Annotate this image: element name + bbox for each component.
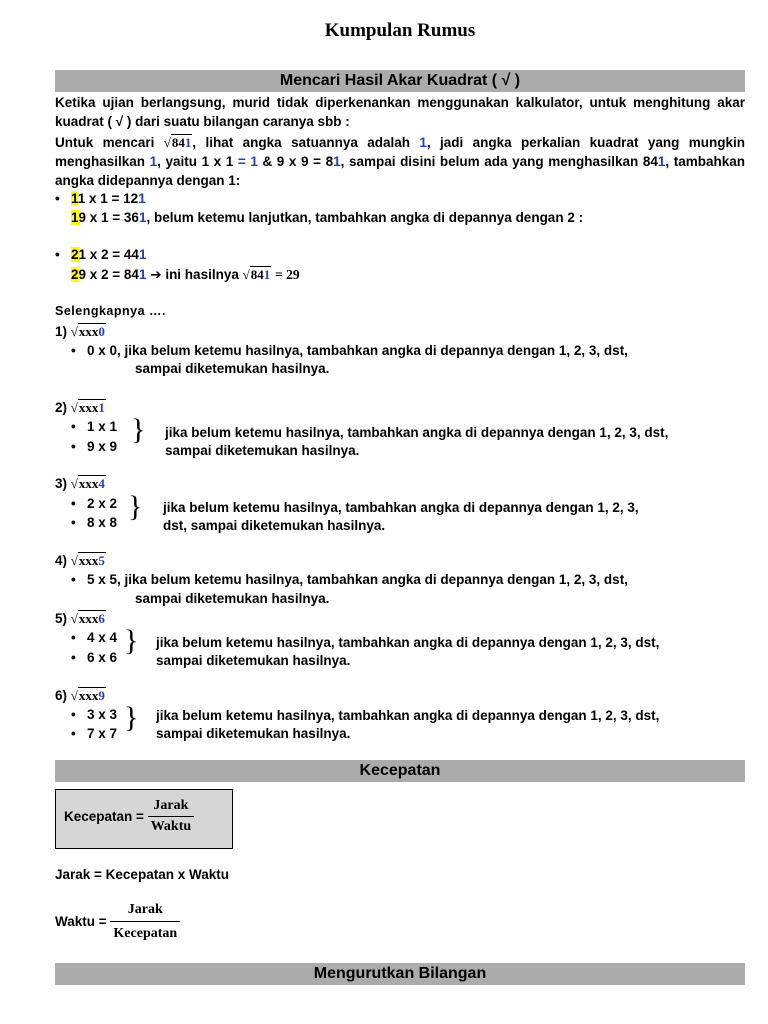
item-2-text-1: jika belum ketemu hasilnya, tambahkan angka di depannya dengan 1, 2, 3, dst, xyxy=(165,425,669,440)
item-3-text-1: jika belum ketemu hasilnya, tambahkan angka di depannya dengan 1, 2, 3, xyxy=(163,500,639,515)
item-5-heading: 5) √xxx6 xyxy=(55,611,105,626)
item-1-heading: 1) √xxx0 xyxy=(55,324,105,339)
section-header-mengurutkan: Mengurutkan Bilangan xyxy=(55,963,745,985)
item-2-heading: 2) √xxx1 xyxy=(55,400,105,415)
item-1-continuation: sampai diketemukan hasilnya. xyxy=(135,361,330,376)
brace-icon: } xyxy=(131,413,146,446)
brace-icon: } xyxy=(124,624,139,657)
document-title: Kumpulan Rumus xyxy=(324,20,476,41)
item-1-bullet: • 0 x 0, jika belum ketemu hasilnya, tambahkan angka di depannya dengan 1, 2, 3, dst, xyxy=(71,343,628,358)
item-4-continuation: sampai diketemukan hasilnya. xyxy=(135,591,330,606)
item-6-bullet-2: • 7 x 7 xyxy=(71,726,118,741)
item-3-bullet-1: • 2 x 2 xyxy=(71,496,118,511)
item-4-bullet: • 5 x 5, jika belum ketemu hasilnya, tambahkan angka di depannya dengan 1, 2, 3, dst, xyxy=(71,572,628,587)
calc-line-2: 19 x 1 = 361, belum ketemu lanjutkan, tambahkan angka di depannya dengan 2 : xyxy=(71,210,584,225)
item-6-heading: 6) √xxx9 xyxy=(55,688,105,703)
calc-line-3: • 21 x 2 = 441 xyxy=(55,247,147,262)
item-4-heading: 4) √xxx5 xyxy=(55,553,105,568)
item-5-text-2: sampai diketemukan hasilnya. xyxy=(156,653,351,668)
item-3-heading: 3) √xxx4 xyxy=(55,476,105,491)
item-5-bullet-2: • 6 x 6 xyxy=(71,650,118,665)
section-header-kecepatan: Kecepatan xyxy=(55,760,745,782)
sqrt-841: √841 xyxy=(163,135,192,150)
example-paragraph: Untuk mencari √841, lihat angka satuannya adalah 1, jadi angka perkalian kuadrat yang mungkin menghasilkan 1, yaitu 1 x 1 = 1 & 9 x 9 = 81, sampai disini belum ada yang menghasilkan 841, tambahkan angka didepannya dengan 1: xyxy=(55,135,745,188)
formula-waktu: Waktu = $\frac{\text{Jarak}}{\text{Kecepatan}}$ xyxy=(55,900,180,943)
item-2-bullet-1: • 1 x 1 xyxy=(71,419,118,434)
item-3-text-2: dst, sampai diketemukan hasilnya. xyxy=(163,518,386,533)
brace-icon: } xyxy=(124,701,139,734)
item-2-text-2: sampai diketemukan hasilnya. xyxy=(165,443,360,458)
formula-label: Kecepatan = xyxy=(64,809,144,824)
fraction-jarak-waktu: $\frac{\text{Jarak}}{\text{Waktu}}$ xyxy=(148,798,194,835)
intro-paragraph: Ketika ujian berlangsung, murid tidak diperkenankan menggunakan kalkulator, untuk menghitung akar kuadrat ( √ ) dari suatu bilangan caranya sbb : xyxy=(55,95,745,129)
section-header-akar-kuadrat: Mencari Hasil Akar Kuadrat ( √ ) xyxy=(55,70,745,92)
brace-icon: } xyxy=(128,490,143,523)
calc-line-4: 29 x 2 = 841 ➔ ini hasilnya √841 = 29 xyxy=(71,267,300,282)
formula-jarak: Jarak = Kecepatan x Waktu xyxy=(55,867,229,882)
arrow-right-icon: ➔ xyxy=(150,267,162,282)
fraction-jarak-kecepatan: $\frac{\text{Jarak}}{\text{Kecepatan}}$ xyxy=(110,900,180,943)
item-2-bullet-2: • 9 x 9 xyxy=(71,439,118,454)
item-3-bullet-2: • 8 x 8 xyxy=(71,515,118,530)
more-label: Selengkapnya …. xyxy=(55,304,167,318)
calc-line-1: • 11 x 1 = 121 xyxy=(55,191,146,206)
item-6-text-1: jika belum ketemu hasilnya, tambahkan angka di depannya dengan 1, 2, 3, dst, xyxy=(156,708,660,723)
item-6-text-2: sampai diketemukan hasilnya. xyxy=(156,726,351,741)
item-5-bullet-1: • 4 x 4 xyxy=(71,630,118,645)
formula-box-kecepatan xyxy=(55,789,233,849)
item-5-text-1: jika belum ketemu hasilnya, tambahkan angka di depannya dengan 1, 2, 3, dst, xyxy=(156,635,660,650)
item-6-bullet-1: • 3 x 3 xyxy=(71,707,118,722)
